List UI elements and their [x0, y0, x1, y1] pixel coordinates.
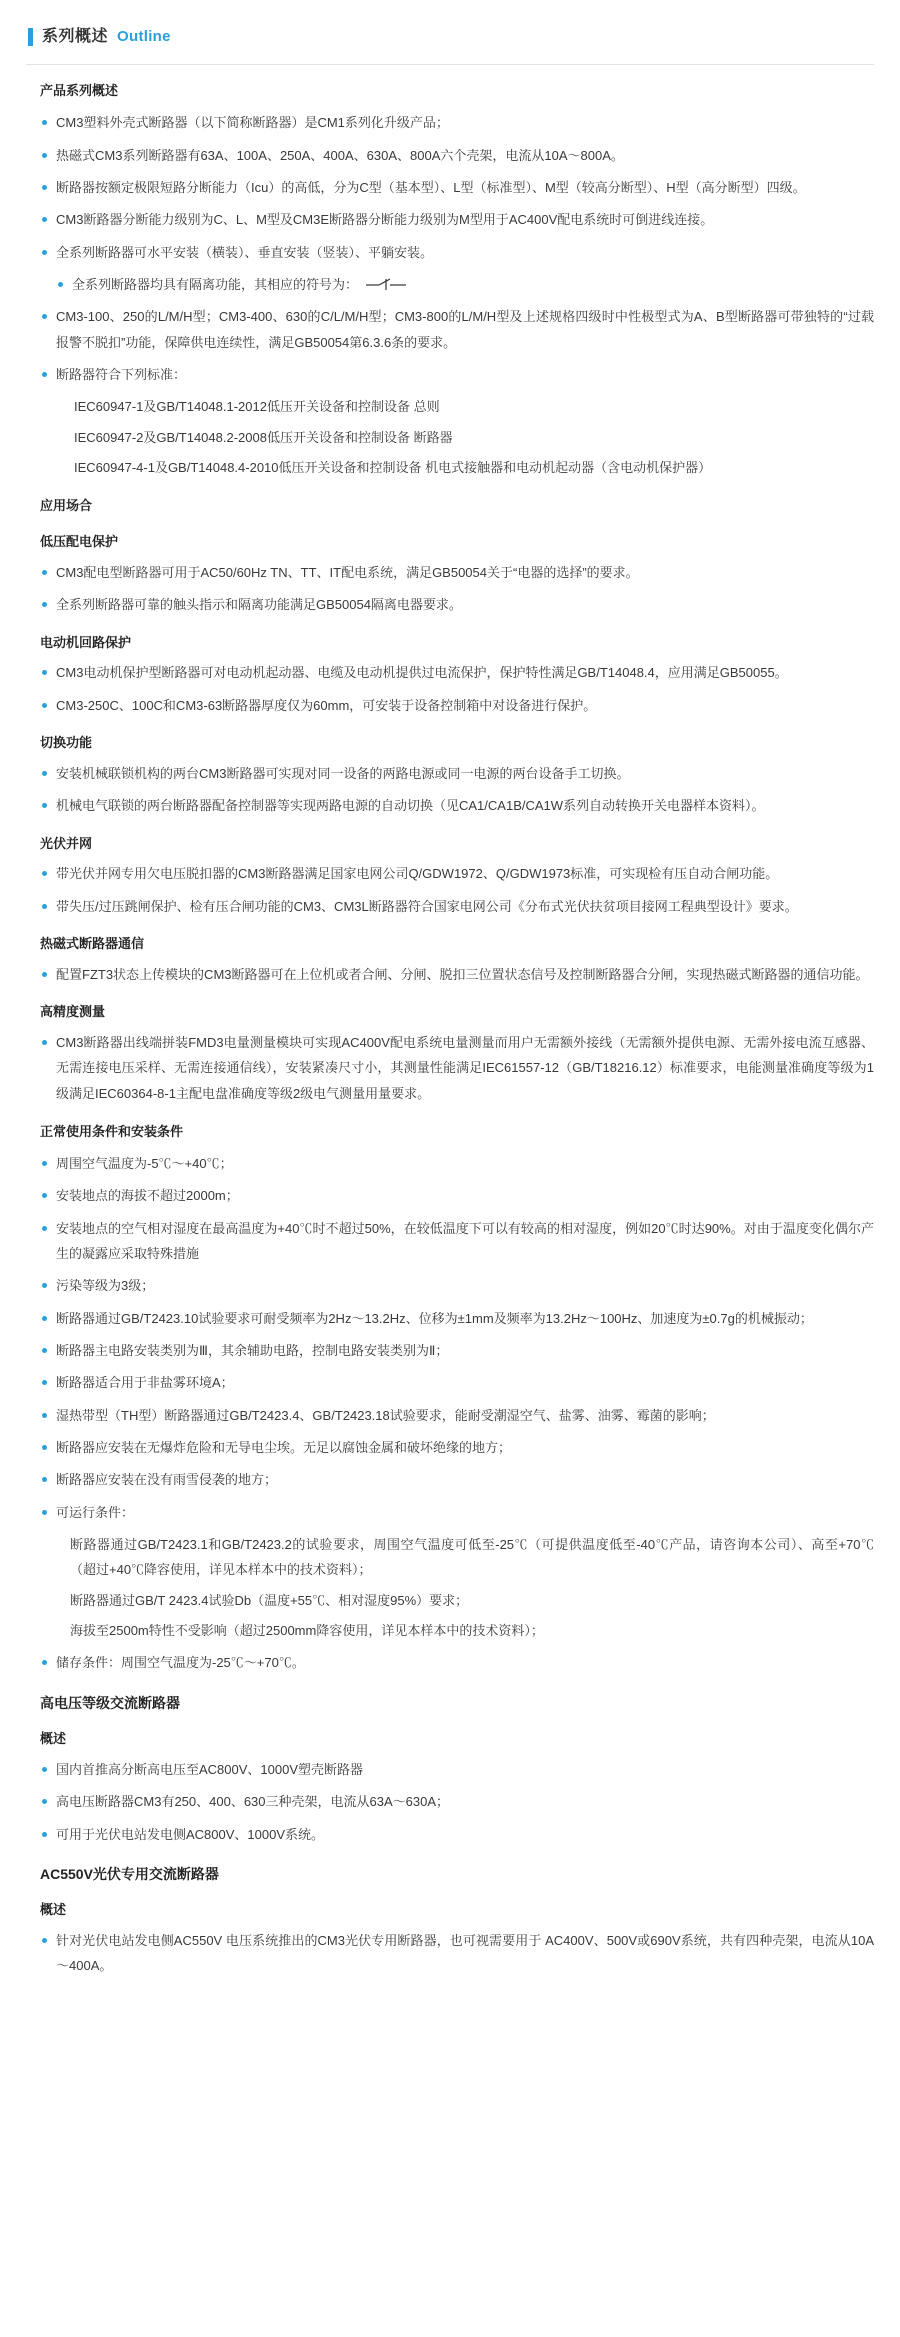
bullet-paragraph: 断路器应安装在没有雨雪侵袭的地方； [40, 1467, 874, 1492]
subsection-heading: 光伏并网 [40, 835, 93, 851]
bullet-paragraph: CM3-250C、100C和CM3-63断路器厚度仅为60mm，可安装于设备控制箱中对设备进行保护。 [40, 693, 874, 718]
bullet-paragraph: 可用于光伏电站发电侧AC800V、1000V系统。 [40, 1822, 874, 1847]
bullet-paragraph: 断路器符合下列标准： [40, 362, 874, 387]
header-accent-bar [28, 28, 33, 46]
bullet-paragraph: 安装地点的海拔不超过2000m； [40, 1183, 874, 1208]
section-heading: 应用场合 [40, 498, 93, 514]
page-title: 系列概述 [42, 28, 109, 45]
bullet-paragraph-with-symbol [40, 272, 874, 297]
bullet-paragraph: 可运行条件： [40, 1500, 874, 1525]
standard-reference-line: IEC60947-1及GB/T14048.1-2012低压开关设备和控制设备 总则 [74, 399, 440, 415]
bullet-paragraph: 全系列断路器均具有隔离功能，其相应的符号为： [56, 272, 358, 297]
bullet-paragraph: CM3配电型断路器可用于AC50/60Hz TN、TT、IT配电系统，满足GB50054关于“电器的选择”的要求。 [40, 560, 874, 585]
bullet-paragraph: 热磁式CM3系列断路器有63A、100A、250A、400A、630A、800A六个壳架，电流从10A～800A。 [40, 143, 874, 168]
bullet-paragraph: 针对光伏电站发电侧AC550V 电压系统推出的CM3光伏专用断路器，也可视需要用于 AC400V、500V或690V系统，共有四种壳架，电流从10A～400A。 [40, 1928, 874, 1979]
bullet-paragraph: 配置FZT3状态上传模块的CM3断路器可在上位机或者合闸、分闸、脱扣三位置状态信号及控制断路器合分闸，实现热磁式断路器的通信功能。 [40, 962, 874, 987]
bullet-paragraph: 全系列断路器可水平安装（横装）、垂直安装（竖装）、平躺安装。 [40, 240, 874, 265]
bullet-paragraph: 周围空气温度为-5℃～+40℃； [40, 1151, 874, 1176]
bullet-paragraph: 全系列断路器可靠的触头指示和隔离功能满足GB50054隔离电器要求。 [40, 592, 874, 617]
bullet-paragraph: 储存条件：周围空气温度为-25℃～+70℃。 [40, 1650, 874, 1675]
bullet-paragraph: 带失压/过压跳闸保护、检有压合闸功能的CM3、CM3L断路器符合国家电网公司《分布式光伏扶贫项目接网工程典型设计》要求。 [40, 894, 874, 919]
bullet-paragraph: CM3电动机保护型断路器可对电动机起动器、电缆及电动机提供过电流保护，保护特性满足GB/T14048.4，应用满足GB50055。 [40, 660, 874, 685]
section-heading: 正常使用条件和安装条件 [40, 1124, 184, 1140]
sub-paragraph: 断路器通过GB/T2423.1和GB/T2423.2的试验要求，周围空气温度可低至-25℃（可提供温度低至-40℃产品，请咨询本公司）、高至+70℃（超过+40℃降容使用，详见本样本中的技术资料）； [70, 1536, 874, 1578]
subsection-heading: 概述 [40, 1902, 67, 1918]
bullet-paragraph: 高电压断路器CM3有250、400、630三种壳架，电流从63A～630A； [40, 1789, 874, 1814]
subsection-heading: 概述 [40, 1731, 67, 1747]
bullet-paragraph: CM3断路器出线端拼装FMD3电量测量模块可实现AC400V配电系统电量测量而用户无需额外接线（无需额外提供电源、无需外接电流互感器、无需连接电压采样、无需连接通信线），安装紧凑尺寸小，其测量性能满足IEC61557-12（GB/T18216.12）标准要求，电能测量准确度等级为1级满足IEC60364-8-1主配电盘准确度等级2级电气测量用量要求。 [40, 1030, 874, 1106]
bullet-paragraph: 国内首推高分断高电压至AC800V、1000V塑壳断路器 [40, 1757, 874, 1782]
bullet-paragraph: 断路器适合用于非盐雾环境A； [40, 1370, 874, 1395]
sub-paragraph: 断路器通过GB/T 2423.4试验Db（温度+55℃、相对湿度95%）要求； [70, 1592, 469, 1608]
subsection-heading: 低压配电保护 [40, 534, 119, 550]
header-divider [26, 64, 874, 65]
bullet-paragraph: 断路器按额定极限短路分断能力（Icu）的高低，分为C型（基本型）、L型（标准型）、M型（较高分断型）、H型（高分断型）四级。 [40, 175, 874, 200]
page-title-en: Outline [117, 27, 171, 45]
subsection-heading: 高精度测量 [40, 1004, 106, 1020]
bullet-paragraph: 污染等级为3级； [40, 1273, 874, 1298]
bullet-paragraph: 安装机械联锁机构的两台CM3断路器可实现对同一设备的两路电源或同一电源的两台设备手工切换。 [40, 761, 874, 786]
sub-paragraph: 海拔至2500m特性不受影响（超过2500mm降容使用，详见本样本中的技术资料）； [70, 1622, 544, 1638]
section-heading: 产品系列概述 [40, 83, 119, 99]
bullet-paragraph: 断路器主电路安装类别为Ⅲ，其余辅助电路，控制电路安装类别为Ⅱ； [40, 1338, 874, 1363]
subsection-heading: 热磁式断路器通信 [40, 936, 145, 952]
bullet-paragraph: 湿热带型（TH型）断路器通过GB/T2423.4、GB/T2423.18试验要求，能耐受潮湿空气、盐雾、油雾、霉菌的影响； [40, 1403, 874, 1428]
page-header [26, 16, 874, 56]
bullet-paragraph: CM3-100、250的L/M/H型；CM3-400、630的C/L/M/H型；CM3-800的L/M/H型及上述规格四级时中性极型式为A、B型断路器可带独特的“过载报警不脱扣”功能，保障供电连续性，满足GB50054第6.3.6条的要求。 [40, 304, 874, 355]
section-heading: 高电压等级交流断路器 [40, 1694, 180, 1711]
isolation-symbol-icon [366, 278, 406, 292]
bullet-paragraph: CM3断路器分断能力级别为C、L、M型及CM3E断路器分断能力级别为M型用于AC400V配电系统时可倒进线连接。 [40, 207, 874, 232]
standard-reference-line: IEC60947-2及GB/T14048.2-2008低压开关设备和控制设备 断路器 [74, 429, 453, 445]
document-content [26, 81, 874, 1978]
bullet-paragraph: 断路器应安装在无爆炸危险和无导电尘埃。无足以腐蚀金属和破坏绝缘的地方； [40, 1435, 874, 1460]
standard-reference-line: IEC60947-4-1及GB/T14048.4-2010低压开关设备和控制设备 机电式接触器和电动机起动器（含电动机保护器） [74, 459, 712, 475]
bullet-paragraph: CM3塑料外壳式断路器（以下简称断路器）是CM1系列化升级产品； [40, 110, 874, 135]
subsection-heading: 电动机回路保护 [40, 634, 132, 650]
bullet-paragraph: 断路器通过GB/T2423.10试验要求可耐受频率为2Hz～13.2Hz、位移为±1mm及频率为13.2Hz～100Hz、加速度为±0.7g的机械振动； [40, 1306, 874, 1331]
subsection-heading: 切换功能 [40, 735, 93, 751]
section-heading: AC550V光伏专用交流断路器 [40, 1865, 219, 1882]
bullet-paragraph: 带光伏并网专用欠电压脱扣器的CM3断路器满足国家电网公司Q/GDW1972、Q/GDW1973标准，可实现检有压自动合闸功能。 [40, 861, 874, 886]
bullet-paragraph: 安装地点的空气相对湿度在最高温度为+40℃时不超过50%，在较低温度下可以有较高的相对湿度，例如20℃时达90%。对由于温度变化偶尔产生的凝露应采取特殊措施 [40, 1216, 874, 1267]
bullet-paragraph: 机械电气联锁的两台断路器配备控制器等实现两路电源的自动切换（见CA1/CA1B/CA1W系列自动转换开关电器样本资料）。 [40, 793, 874, 818]
